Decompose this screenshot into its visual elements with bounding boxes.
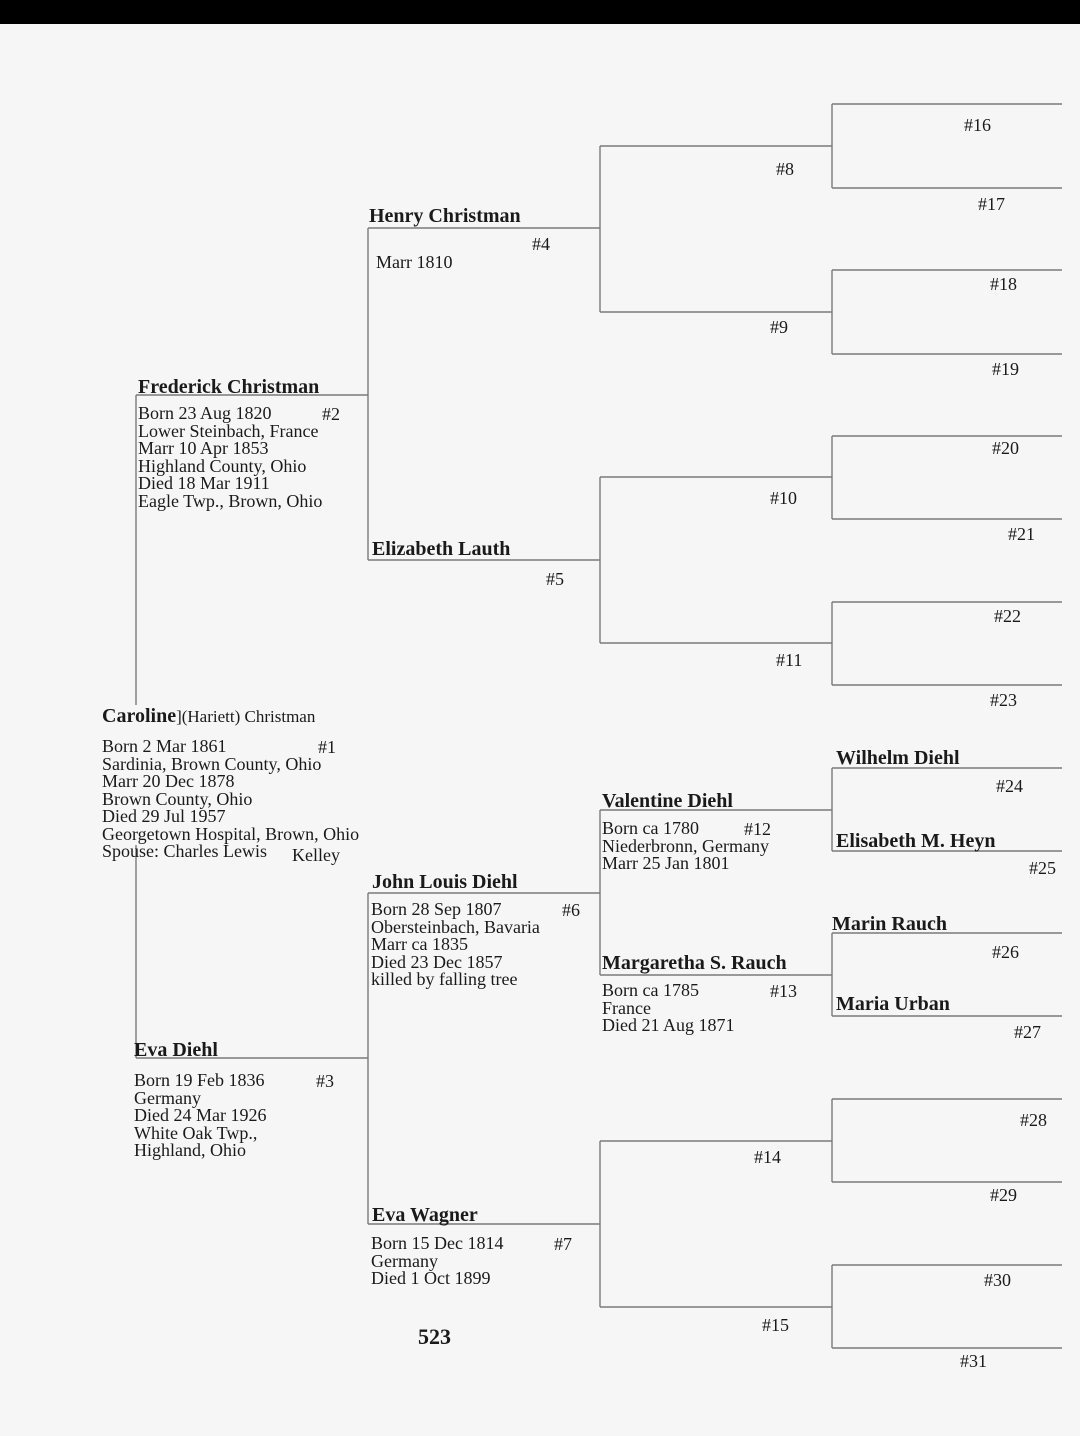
person-2-number: #2 [322, 404, 340, 424]
person-17-number: #17 [978, 194, 1005, 214]
person-3-name: Eva Diehl [134, 1039, 218, 1061]
person-25-number: #25 [1029, 858, 1056, 878]
person-28-number: #28 [1020, 1110, 1047, 1130]
person-5-number: #5 [546, 569, 564, 589]
person-13-details: Born ca 1785 France Died 21 Aug 1871 [602, 980, 735, 1035]
person-2-name: Frederick Christman [138, 376, 320, 398]
person-27-number: #27 [1014, 1022, 1041, 1042]
person-26-name: Marin Rauch [832, 913, 947, 935]
person-6-details: Born 28 Sep 1807 Obersteinbach, Bavaria Marr ca 1835 Died 23 Dec 1857 killed by falling tree [371, 899, 540, 989]
person-24-name: Wilhelm Diehl [836, 747, 960, 769]
person-14-number: #14 [754, 1147, 781, 1167]
person-1-details: Born 2 Mar 1861 Sardinia, Brown County, Ohio Marr 20 Dec 1878 Brown County, Ohio Died 29 Jul 1957 Georgetown Hospital, Brown, Ohio Spouse: Charles Lewis [102, 736, 360, 861]
person-1-spouse-surname: Kelley [292, 845, 340, 865]
person-25-name: Elisabeth M. Heyn [836, 830, 996, 852]
person-31-number: #31 [960, 1351, 987, 1371]
person-1-name: Caroline](Hariett) Christman [102, 705, 316, 727]
person-7-name: Eva Wagner [372, 1204, 478, 1226]
person-18-number: #18 [990, 274, 1017, 294]
person-15-number: #15 [762, 1315, 789, 1335]
person-16-number: #16 [964, 115, 991, 135]
person-7-details: Born 15 Dec 1814 Germany Died 1 Oct 1899 [371, 1233, 504, 1288]
person-9-number: #9 [770, 317, 788, 337]
person-10-number: #10 [770, 488, 797, 508]
person-19-number: #19 [992, 359, 1019, 379]
person-11-number: #11 [776, 650, 803, 670]
person-23-number: #23 [990, 690, 1017, 710]
person-13-number: #13 [770, 981, 797, 1001]
person-7-number: #7 [554, 1234, 572, 1254]
person-22-number: #22 [994, 606, 1021, 626]
person-2-details: Born 23 Aug 1820 Lower Steinbach, France Marr 10 Apr 1853 Highland County, Ohio Died 18 Mar 1911 Eagle Twp., Brown, Ohio [138, 403, 323, 511]
person-6-number: #6 [562, 900, 580, 920]
person-13-name: Margaretha S. Rauch [602, 952, 787, 974]
page-number: 523 [418, 1324, 451, 1349]
person-5-name: Elizabeth Lauth [372, 538, 511, 560]
person-8-number: #8 [776, 159, 794, 179]
person-4-number: #4 [532, 234, 550, 254]
person-26-number: #26 [992, 942, 1019, 962]
person-27-name: Maria Urban [836, 993, 950, 1015]
person-3-details: Born 19 Feb 1836 Germany Died 24 Mar 1926 White Oak Twp., Highland, Ohio [134, 1070, 267, 1160]
person-24-number: #24 [996, 776, 1023, 796]
person-3-number: #3 [316, 1071, 334, 1091]
person-12-details: Born ca 1780 Niederbronn, Germany Marr 25 Jan 1801 [602, 818, 769, 873]
person-12-number: #12 [744, 819, 771, 839]
person-30-number: #30 [984, 1270, 1011, 1290]
person-4-details: Marr 1810 [376, 252, 453, 272]
person-29-number: #29 [990, 1185, 1017, 1205]
person-20-number: #20 [992, 438, 1019, 458]
person-6-name: John Louis Diehl [372, 871, 518, 893]
person-1-number: #1 [318, 737, 336, 757]
person-4-name: Henry Christman [369, 205, 521, 227]
person-12-name: Valentine Diehl [602, 790, 733, 812]
person-21-number: #21 [1008, 524, 1035, 544]
